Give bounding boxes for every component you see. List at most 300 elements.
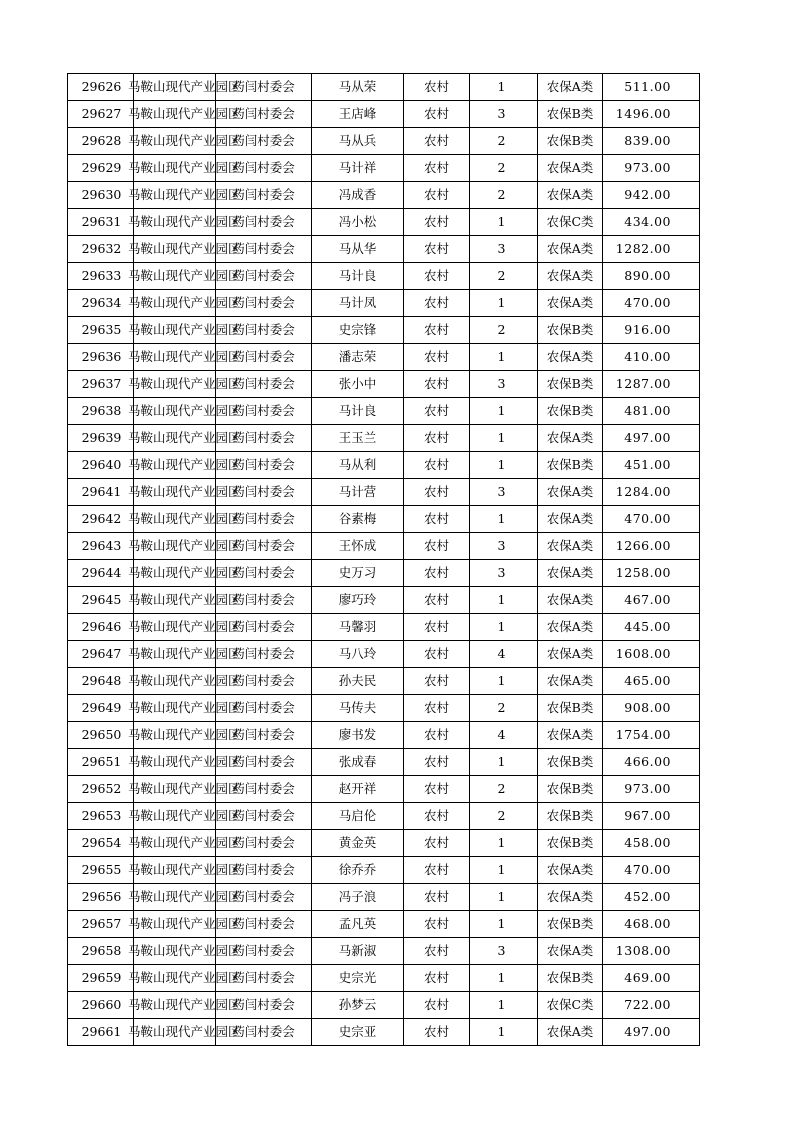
village-committee-cell: 药闫村委会 [216,884,312,911]
name-cell: 史宗亚 [312,1019,404,1046]
town-cell: 马鞍山现代产业园区 [134,128,216,155]
record-id-cell: 29661 [68,1019,134,1046]
record-id-cell: 29645 [68,587,134,614]
name-cell: 马计营 [312,479,404,506]
record-id-cell: 29647 [68,641,134,668]
category-cell: 农保C类 [538,992,603,1019]
household-type-cell: 农村 [404,938,470,965]
amount-cell: 1496.00 [603,101,700,128]
table-row [68,803,700,830]
category-cell: 农保A类 [538,74,603,101]
town-cell: 马鞍山现代产业园区 [134,398,216,425]
record-id-cell: 29626 [68,74,134,101]
record-id-cell: 29633 [68,263,134,290]
record-id-cell: 29653 [68,803,134,830]
table-row [68,479,700,506]
record-id-cell: 29642 [68,506,134,533]
record-id-cell: 29652 [68,776,134,803]
person-count-cell: 1 [470,749,538,776]
table-row [68,128,700,155]
table-row [68,668,700,695]
category-cell: 农保A类 [538,236,603,263]
town-cell: 马鞍山现代产业园区 [134,479,216,506]
town-cell: 马鞍山现代产业园区 [134,884,216,911]
category-cell: 农保A类 [538,938,603,965]
village-committee-cell: 药闫村委会 [216,695,312,722]
name-cell: 马计祥 [312,155,404,182]
household-type-cell: 农村 [404,371,470,398]
category-cell: 农保B类 [538,452,603,479]
household-type-cell: 农村 [404,452,470,479]
category-cell: 农保B类 [538,749,603,776]
household-type-cell: 农村 [404,74,470,101]
person-count-cell: 2 [470,695,538,722]
person-count-cell: 1 [470,830,538,857]
town-cell: 马鞍山现代产业园区 [134,560,216,587]
person-count-cell: 1 [470,425,538,452]
category-cell: 农保A类 [538,425,603,452]
table-row [68,425,700,452]
person-count-cell: 1 [470,911,538,938]
amount-cell: 497.00 [603,1019,700,1046]
town-cell: 马鞍山现代产业园区 [134,722,216,749]
table-row [68,695,700,722]
table-row [68,965,700,992]
name-cell: 马计凤 [312,290,404,317]
village-committee-cell: 药闫村委会 [216,992,312,1019]
table-row [68,155,700,182]
amount-cell: 470.00 [603,857,700,884]
name-cell: 马计良 [312,398,404,425]
category-cell: 农保B类 [538,695,603,722]
record-id-cell: 29635 [68,317,134,344]
name-cell: 廖书发 [312,722,404,749]
household-type-cell: 农村 [404,668,470,695]
category-cell: 农保A类 [538,182,603,209]
table-row [68,236,700,263]
town-cell: 马鞍山现代产业园区 [134,992,216,1019]
household-type-cell: 农村 [404,101,470,128]
household-type-cell: 农村 [404,560,470,587]
amount-cell: 458.00 [603,830,700,857]
category-cell: 农保C类 [538,209,603,236]
person-count-cell: 1 [470,992,538,1019]
category-cell: 农保B类 [538,101,603,128]
village-committee-cell: 药闫村委会 [216,398,312,425]
village-committee-cell: 药闫村委会 [216,317,312,344]
record-id-cell: 29655 [68,857,134,884]
amount-cell: 916.00 [603,317,700,344]
table-row [68,641,700,668]
table-row [68,344,700,371]
village-committee-cell: 药闫村委会 [216,641,312,668]
household-type-cell: 农村 [404,641,470,668]
name-cell: 黄金英 [312,830,404,857]
person-count-cell: 1 [470,290,538,317]
table-row [68,749,700,776]
village-committee-cell: 药闫村委会 [216,425,312,452]
town-cell: 马鞍山现代产业园区 [134,938,216,965]
name-cell: 孙夫民 [312,668,404,695]
town-cell: 马鞍山现代产业园区 [134,182,216,209]
category-cell: 农保B类 [538,830,603,857]
person-count-cell: 2 [470,803,538,830]
household-type-cell: 农村 [404,479,470,506]
name-cell: 马从荣 [312,74,404,101]
name-cell: 马启伦 [312,803,404,830]
town-cell: 马鞍山现代产业园区 [134,506,216,533]
household-type-cell: 农村 [404,209,470,236]
household-type-cell: 农村 [404,1019,470,1046]
table-body [68,74,700,1046]
record-id-cell: 29639 [68,425,134,452]
category-cell: 农保A类 [538,290,603,317]
table-row [68,1019,700,1046]
household-type-cell: 农村 [404,236,470,263]
amount-cell: 967.00 [603,803,700,830]
person-count-cell: 3 [470,101,538,128]
table-row [68,209,700,236]
household-type-cell: 农村 [404,263,470,290]
category-cell: 农保A类 [538,722,603,749]
category-cell: 农保A类 [538,533,603,560]
record-id-cell: 29644 [68,560,134,587]
town-cell: 马鞍山现代产业园区 [134,290,216,317]
category-cell: 农保B类 [538,371,603,398]
person-count-cell: 3 [470,533,538,560]
village-committee-cell: 药闫村委会 [216,479,312,506]
amount-cell: 452.00 [603,884,700,911]
person-count-cell: 1 [470,614,538,641]
name-cell: 谷素梅 [312,506,404,533]
village-committee-cell: 药闫村委会 [216,533,312,560]
name-cell: 孙梦云 [312,992,404,1019]
person-count-cell: 1 [470,452,538,479]
category-cell: 农保A类 [538,587,603,614]
name-cell: 张小中 [312,371,404,398]
person-count-cell: 3 [470,236,538,263]
amount-cell: 908.00 [603,695,700,722]
category-cell: 农保A类 [538,1019,603,1046]
village-committee-cell: 药闫村委会 [216,101,312,128]
category-cell: 农保B类 [538,317,603,344]
person-count-cell: 1 [470,587,538,614]
person-count-cell: 1 [470,74,538,101]
town-cell: 马鞍山现代产业园区 [134,776,216,803]
table-row [68,587,700,614]
village-committee-cell: 药闫村委会 [216,1019,312,1046]
person-count-cell: 2 [470,263,538,290]
record-id-cell: 29636 [68,344,134,371]
town-cell: 马鞍山现代产业园区 [134,749,216,776]
table-row [68,182,700,209]
household-type-cell: 农村 [404,992,470,1019]
amount-cell: 511.00 [603,74,700,101]
household-type-cell: 农村 [404,533,470,560]
village-committee-cell: 药闫村委会 [216,128,312,155]
record-id-cell: 29643 [68,533,134,560]
village-committee-cell: 药闫村委会 [216,587,312,614]
category-cell: 农保A类 [538,857,603,884]
town-cell: 马鞍山现代产业园区 [134,263,216,290]
village-committee-cell: 药闫村委会 [216,938,312,965]
town-cell: 马鞍山现代产业园区 [134,317,216,344]
amount-cell: 1266.00 [603,533,700,560]
record-id-cell: 29629 [68,155,134,182]
table-row [68,263,700,290]
record-id-cell: 29646 [68,614,134,641]
record-id-cell: 29638 [68,398,134,425]
amount-cell: 470.00 [603,290,700,317]
category-cell: 农保A类 [538,884,603,911]
amount-cell: 465.00 [603,668,700,695]
village-committee-cell: 药闫村委会 [216,830,312,857]
person-count-cell: 4 [470,722,538,749]
category-cell: 农保A类 [538,479,603,506]
table-row [68,938,700,965]
household-type-cell: 农村 [404,965,470,992]
town-cell: 马鞍山现代产业园区 [134,101,216,128]
name-cell: 徐乔乔 [312,857,404,884]
town-cell: 马鞍山现代产业园区 [134,668,216,695]
amount-cell: 470.00 [603,506,700,533]
category-cell: 农保A类 [538,560,603,587]
village-committee-cell: 药闫村委会 [216,803,312,830]
household-type-cell: 农村 [404,911,470,938]
household-type-cell: 农村 [404,182,470,209]
town-cell: 马鞍山现代产业园区 [134,803,216,830]
town-cell: 马鞍山现代产业园区 [134,74,216,101]
amount-cell: 1258.00 [603,560,700,587]
amount-cell: 942.00 [603,182,700,209]
record-id-cell: 29656 [68,884,134,911]
category-cell: 农保A类 [538,506,603,533]
name-cell: 廖巧玲 [312,587,404,614]
town-cell: 马鞍山现代产业园区 [134,857,216,884]
table-row [68,506,700,533]
table-row [68,992,700,1019]
person-count-cell: 1 [470,506,538,533]
record-id-cell: 29658 [68,938,134,965]
name-cell: 王玉兰 [312,425,404,452]
record-id-cell: 29660 [68,992,134,1019]
record-id-cell: 29657 [68,911,134,938]
household-type-cell: 农村 [404,803,470,830]
household-type-cell: 农村 [404,749,470,776]
category-cell: 农保A类 [538,344,603,371]
amount-cell: 467.00 [603,587,700,614]
town-cell: 马鞍山现代产业园区 [134,452,216,479]
name-cell: 马馨羽 [312,614,404,641]
amount-cell: 1754.00 [603,722,700,749]
town-cell: 马鞍山现代产业园区 [134,911,216,938]
person-count-cell: 1 [470,965,538,992]
amount-cell: 481.00 [603,398,700,425]
person-count-cell: 1 [470,1019,538,1046]
category-cell: 农保B类 [538,128,603,155]
record-id-cell: 29628 [68,128,134,155]
amount-cell: 497.00 [603,425,700,452]
record-id-cell: 29634 [68,290,134,317]
person-count-cell: 2 [470,128,538,155]
amount-cell: 973.00 [603,776,700,803]
category-cell: 农保A类 [538,155,603,182]
name-cell: 潘志荣 [312,344,404,371]
category-cell: 农保B类 [538,911,603,938]
village-committee-cell: 药闫村委会 [216,209,312,236]
village-committee-cell: 药闫村委会 [216,182,312,209]
record-id-cell: 29641 [68,479,134,506]
amount-cell: 469.00 [603,965,700,992]
amount-cell: 1284.00 [603,479,700,506]
record-id-cell: 29659 [68,965,134,992]
town-cell: 马鞍山现代产业园区 [134,830,216,857]
town-cell: 马鞍山现代产业园区 [134,1019,216,1046]
name-cell: 马传夫 [312,695,404,722]
table-row [68,398,700,425]
village-committee-cell: 药闫村委会 [216,263,312,290]
town-cell: 马鞍山现代产业园区 [134,425,216,452]
person-count-cell: 1 [470,398,538,425]
table-row [68,290,700,317]
name-cell: 王怀成 [312,533,404,560]
person-count-cell: 2 [470,776,538,803]
table-row [68,911,700,938]
person-count-cell: 1 [470,884,538,911]
record-id-cell: 29640 [68,452,134,479]
village-committee-cell: 药闫村委会 [216,506,312,533]
name-cell: 冯子浪 [312,884,404,911]
record-id-cell: 29637 [68,371,134,398]
person-count-cell: 3 [470,938,538,965]
name-cell: 马计良 [312,263,404,290]
town-cell: 马鞍山现代产业园区 [134,965,216,992]
household-type-cell: 农村 [404,587,470,614]
town-cell: 马鞍山现代产业园区 [134,614,216,641]
town-cell: 马鞍山现代产业园区 [134,587,216,614]
household-type-cell: 农村 [404,830,470,857]
amount-cell: 410.00 [603,344,700,371]
town-cell: 马鞍山现代产业园区 [134,371,216,398]
table-row [68,101,700,128]
amount-cell: 445.00 [603,614,700,641]
village-committee-cell: 药闫村委会 [216,614,312,641]
village-committee-cell: 药闫村委会 [216,911,312,938]
person-count-cell: 3 [470,479,538,506]
town-cell: 马鞍山现代产业园区 [134,155,216,182]
category-cell: 农保A类 [538,614,603,641]
table-row [68,884,700,911]
household-type-cell: 农村 [404,290,470,317]
amount-cell: 466.00 [603,749,700,776]
name-cell: 冯小松 [312,209,404,236]
record-id-cell: 29648 [68,668,134,695]
person-count-cell: 1 [470,209,538,236]
name-cell: 张成春 [312,749,404,776]
record-id-cell: 29631 [68,209,134,236]
village-committee-cell: 药闫村委会 [216,344,312,371]
household-type-cell: 农村 [404,506,470,533]
person-count-cell: 1 [470,668,538,695]
village-committee-cell: 药闫村委会 [216,776,312,803]
record-id-cell: 29630 [68,182,134,209]
village-committee-cell: 药闫村委会 [216,560,312,587]
household-type-cell: 农村 [404,722,470,749]
name-cell: 史宗锋 [312,317,404,344]
table-row [68,452,700,479]
category-cell: 农保B类 [538,776,603,803]
household-type-cell: 农村 [404,155,470,182]
household-type-cell: 农村 [404,128,470,155]
table-row [68,776,700,803]
name-cell: 马八玲 [312,641,404,668]
category-cell: 农保B类 [538,803,603,830]
village-committee-cell: 药闫村委会 [216,857,312,884]
table-row [68,857,700,884]
person-count-cell: 2 [470,155,538,182]
table-row [68,371,700,398]
record-id-cell: 29627 [68,101,134,128]
category-cell: 农保B类 [538,965,603,992]
village-committee-cell: 药闫村委会 [216,290,312,317]
amount-cell: 468.00 [603,911,700,938]
person-count-cell: 1 [470,344,538,371]
village-committee-cell: 药闫村委会 [216,74,312,101]
household-type-cell: 农村 [404,695,470,722]
village-committee-cell: 药闫村委会 [216,965,312,992]
village-committee-cell: 药闫村委会 [216,236,312,263]
town-cell: 马鞍山现代产业园区 [134,695,216,722]
person-count-cell: 3 [470,560,538,587]
name-cell: 马新淑 [312,938,404,965]
record-id-cell: 29632 [68,236,134,263]
town-cell: 马鞍山现代产业园区 [134,209,216,236]
amount-cell: 722.00 [603,992,700,1019]
table-row [68,830,700,857]
village-committee-cell: 药闫村委会 [216,749,312,776]
name-cell: 赵开祥 [312,776,404,803]
name-cell: 王店峰 [312,101,404,128]
category-cell: 农保A类 [538,263,603,290]
table-row [68,722,700,749]
amount-cell: 973.00 [603,155,700,182]
name-cell: 冯成香 [312,182,404,209]
amount-cell: 451.00 [603,452,700,479]
household-type-cell: 农村 [404,884,470,911]
household-type-cell: 农村 [404,317,470,344]
category-cell: 农保A类 [538,668,603,695]
amount-cell: 1308.00 [603,938,700,965]
household-type-cell: 农村 [404,614,470,641]
name-cell: 孟凡英 [312,911,404,938]
table-row [68,614,700,641]
village-committee-cell: 药闫村委会 [216,155,312,182]
record-id-cell: 29649 [68,695,134,722]
name-cell: 史万习 [312,560,404,587]
household-type-cell: 农村 [404,425,470,452]
name-cell: 马从利 [312,452,404,479]
category-cell: 农保A类 [538,641,603,668]
table-row [68,560,700,587]
record-id-cell: 29650 [68,722,134,749]
household-type-cell: 农村 [404,344,470,371]
household-type-cell: 农村 [404,857,470,884]
name-cell: 史宗光 [312,965,404,992]
person-count-cell: 1 [470,857,538,884]
table-row [68,74,700,101]
amount-cell: 434.00 [603,209,700,236]
amount-cell: 839.00 [603,128,700,155]
